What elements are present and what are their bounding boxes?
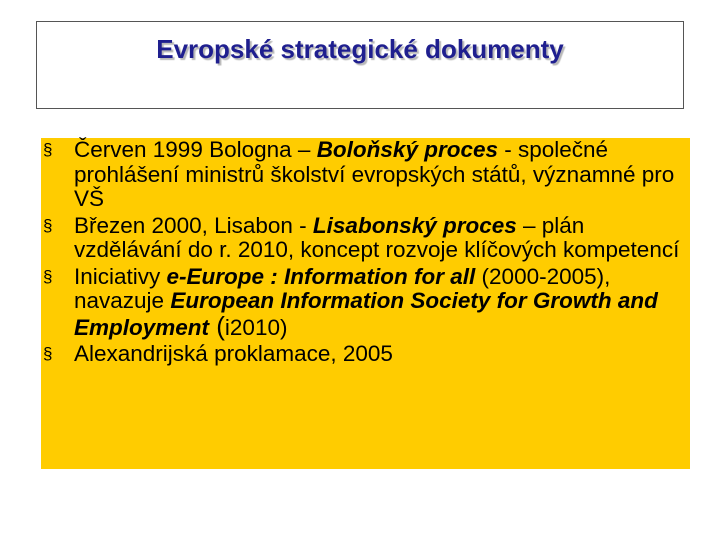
bullet-icon: § <box>43 344 53 363</box>
bullet-icon: § <box>43 266 53 286</box>
content-box <box>41 138 690 469</box>
bullet-item-bologna <box>41 138 690 212</box>
bullet-text: - společné prohlášení ministrů školství evropských států, významné pro VŠ <box>74 137 675 211</box>
bullet-text: ( <box>209 310 225 341</box>
title-box <box>36 21 684 109</box>
bullet-text: Alexandrijská proklamace, 2005 <box>74 341 393 366</box>
bullet-text: Březen 2000, Lisabon - <box>74 212 313 238</box>
bullet-list <box>41 138 690 369</box>
bullet-emphasis: e-Europe : Information for all <box>166 263 476 289</box>
bullet-icon: § <box>43 215 53 235</box>
bullet-icon: § <box>43 140 53 159</box>
bullet-item-alexandrie <box>41 342 690 367</box>
slide-title: Evropské strategické dokumenty <box>156 34 564 64</box>
bullet-text: i2010) <box>224 314 288 340</box>
bullet-text: – plán vzdělávání do r. 2010, koncept rozvoje klíčových kompetencí <box>74 212 680 262</box>
bullet-emphasis: Lisabonský proces <box>312 212 517 238</box>
bullet-item-lisabon <box>41 214 690 263</box>
bullet-item-eeurope <box>41 265 690 341</box>
bullet-text: (2000-2005), navazuje <box>74 263 611 313</box>
bullet-text: Červen 1999 Bologna – <box>74 137 317 162</box>
bullet-emphasis: European Information Society for Growth and Employment <box>74 288 658 340</box>
bullet-emphasis: Boloňský proces <box>316 137 498 162</box>
bullet-text: Iniciativy <box>74 263 167 289</box>
